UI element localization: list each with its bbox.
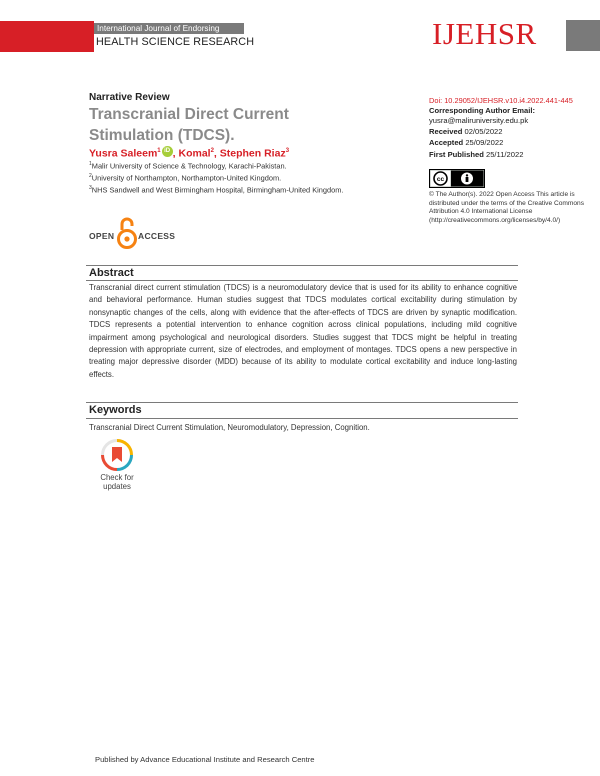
open-access-right: ACCESS — [138, 231, 176, 241]
article-title: Transcranial Direct Current Stimulation (TDCS). — [89, 106, 289, 144]
affiliation-text: Malir University of Science & Technology, Karachi-Pakistan. — [91, 161, 287, 171]
author-affiliation-mark: 3 — [285, 148, 290, 154]
corresponding-label: Corresponding Author Email: — [429, 106, 536, 115]
abstract-top-rule — [86, 265, 518, 266]
corresponding-email[interactable]: yusra@maliruniversity.edu.pk — [429, 116, 529, 125]
journal-name — [94, 23, 255, 48]
keywords-text: Transcranial Direct Current Stimulation, Neuromodulatory, Depression, Cognition. — [89, 423, 370, 432]
affiliation-mark: 1 — [89, 161, 92, 167]
accepted-date — [429, 138, 503, 147]
keywords-heading: Keywords — [89, 404, 142, 416]
received-date — [429, 127, 503, 136]
article-type: Narrative Review — [89, 92, 170, 103]
affiliation — [89, 161, 287, 170]
cc-badge-text: cc — [436, 176, 445, 183]
accepted-label: Accepted — [429, 138, 464, 147]
first-published-label: First Published — [429, 150, 484, 159]
author-affiliation-mark: 1 — [157, 148, 161, 154]
journal-logo: IJEHSR — [432, 16, 537, 51]
license-text: © The Author(s). 2022 Open Access This article is distributed under the terms of the Creative Commons Attribution 4.0 International License (http://creativecommons.org/licenses/by/4.0/) — [429, 191, 585, 224]
open-access-badge — [89, 216, 199, 252]
check-updates-line2: updates — [103, 482, 131, 491]
author-name[interactable]: Stephen Riaz — [219, 147, 286, 160]
first-published-date — [429, 150, 523, 159]
check-updates-icon — [101, 439, 133, 471]
journal-name-line2: HEALTH SCIENCE RESEARCH — [96, 36, 255, 48]
journal-name-line1: International Journal of Endorsing — [94, 23, 244, 34]
first-published-value: 25/11/2022 — [485, 150, 524, 159]
header-gray-bar — [566, 20, 600, 51]
open-lock-icon — [116, 216, 138, 250]
affiliation-text: NHS Sandwell and West Birmingham Hospital, Birmingham-United Kingdom. — [91, 185, 344, 195]
received-label: Received — [429, 127, 463, 136]
abstract-heading: Abstract — [89, 267, 134, 279]
cc-by-license-icon[interactable] — [429, 169, 485, 188]
affiliation-mark: 3 — [89, 185, 92, 191]
doi-link[interactable]: Doi: 10.29052/IJEHSR.v10.i4.2022.441-445 — [429, 96, 573, 105]
affiliation — [89, 173, 281, 182]
orcid-icon[interactable]: iD — [162, 146, 173, 157]
affiliation-text: University of Northampton, Northampton-United Kingdom. — [91, 173, 282, 183]
check-updates-line1: Check for — [100, 473, 134, 482]
open-access-left: OPEN — [89, 231, 115, 241]
publisher-footer: Published by Advance Educational Institute and Research Centre — [95, 755, 315, 764]
author-list: Yusra Saleem$^1$ iD , Komal$^2$, Stephen Riaz$^3$ — [89, 147, 290, 160]
author-name[interactable]: Komal — [178, 147, 211, 160]
header-red-bar — [0, 21, 94, 52]
affiliation — [89, 185, 343, 194]
keywords-top-rule — [86, 402, 518, 403]
abstract-bottom-rule — [86, 280, 518, 281]
received-value: 02/05/2022 — [464, 127, 503, 136]
affiliation-mark: 2 — [89, 173, 92, 179]
author-name[interactable]: Yusra Saleem — [89, 147, 158, 160]
check-for-updates-badge[interactable] — [92, 439, 142, 497]
author-affiliation-mark: 2 — [210, 148, 214, 154]
accepted-value: 25/09/2022 — [465, 138, 504, 147]
abstract-text: Transcranial direct current stimulation (TDCS) is a neuromodulatory device that is used for its ability to enhance cognitive and behavioral performance. Human studies suggest that TDCS modulates cortical excitability during stimulation by nonsynaptic changes of the cells, along with evidence that the after-effects of TDCS are driven by synaptic modification. TDCS represents a potential intervention to enhance cognition across clinical populations, including mild cognitive impairment among psychological and neurological disorders. Studies suggest that TDCS might be helpful in treating depression with appropriate current, size of electrodes, and employment of montages. TDCS opens a new perspective in treating major depressive disorder (MDD) because of its ability to modulate cortical excitability and induce long-lasting effects. — [89, 283, 517, 379]
keywords-bottom-rule — [86, 418, 518, 419]
